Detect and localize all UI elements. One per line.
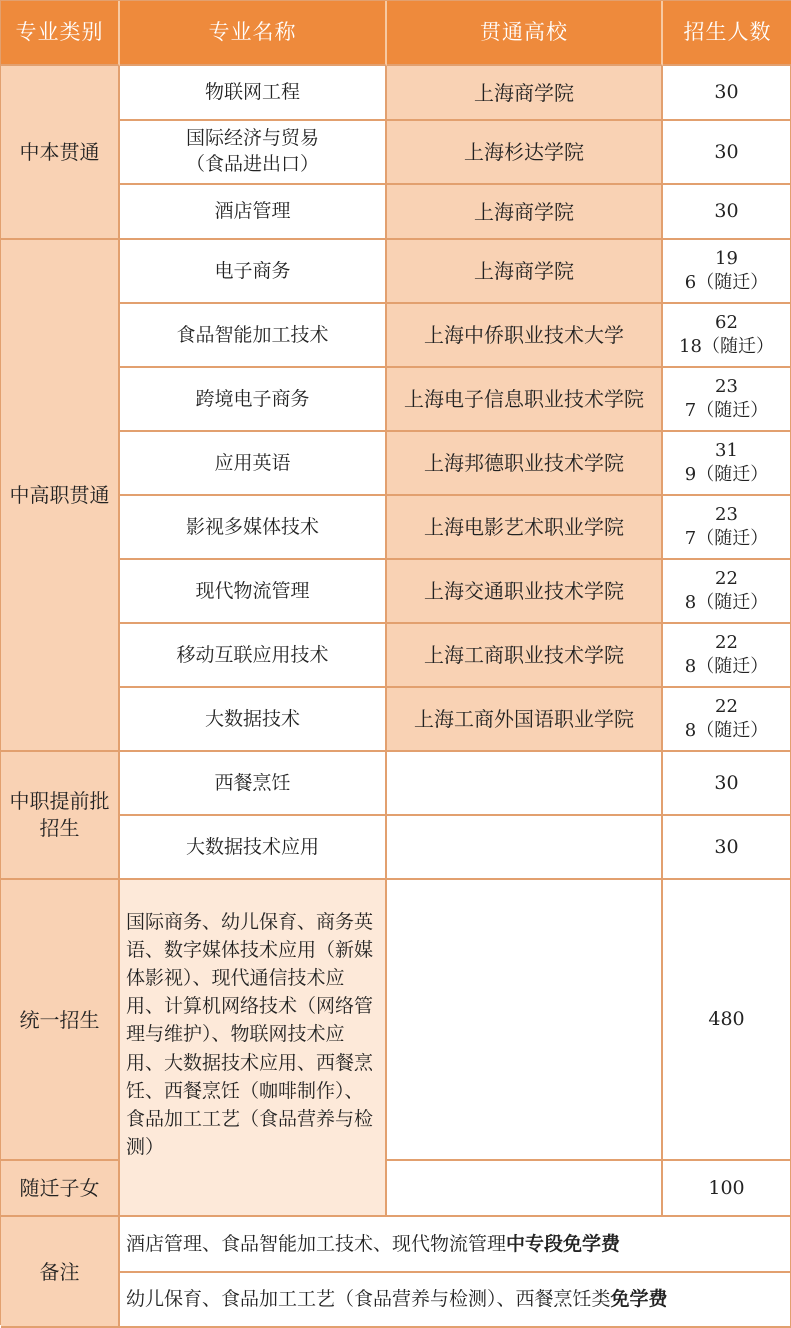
count-cell: 30 <box>663 66 791 121</box>
count-total: 23 <box>715 375 738 397</box>
major-cell: 大数据技术应用 <box>120 816 387 880</box>
major-cell: 酒店管理 <box>120 185 387 240</box>
note-text: 酒店管理、食品智能加工技术、现代物流管理 <box>126 1232 507 1255</box>
school-cell: 上海工商职业技术学院 <box>387 624 663 688</box>
major-cell: 大数据技术 <box>120 688 387 752</box>
count-suiqian: 7（随迁） <box>684 400 769 421</box>
note-emphasis: 中专段免学费 <box>506 1232 621 1255</box>
count-cell: 30 <box>663 121 791 185</box>
category-tongyi: 统一招生 <box>1 880 120 1161</box>
category-line: 招生 <box>39 816 80 840</box>
count-suiqian: 8（随迁） <box>684 656 769 677</box>
major-cell: 应用英语 <box>120 432 387 496</box>
count-cell: 100 <box>663 1161 791 1217</box>
header-major: 专业名称 <box>120 1 387 66</box>
major-cell: 跨境电子商务 <box>120 368 387 432</box>
count-total: 23 <box>715 503 738 525</box>
note-line-2 <box>120 1273 791 1328</box>
category-zhonggao: 中高职贯通 <box>1 240 120 752</box>
school-cell: 上海工商外国语职业学院 <box>387 688 663 752</box>
count-cell: 30 <box>663 185 791 240</box>
school-cell: 上海电子信息职业技术学院 <box>387 368 663 432</box>
school-cell: 上海商学院 <box>387 240 663 304</box>
count-cell <box>663 496 791 560</box>
count-cell <box>663 688 791 752</box>
major-cell: 电子商务 <box>120 240 387 304</box>
school-cell: 上海杉达学院 <box>387 121 663 185</box>
note-line-1 <box>120 1217 791 1273</box>
school-cell: 上海邦德职业技术学院 <box>387 432 663 496</box>
major-line: 国际经济与贸易 <box>185 127 319 150</box>
header-category: 专业类别 <box>1 1 120 66</box>
tongyi-majors: 国际商务、幼儿保育、商务英语、数字媒体技术应用（新媒体影视）、现代通信技术应用、计算机网络技术（网络管理与维护）、物联网技术应用、大数据技术应用、西餐烹饪、西餐烹饪（咖啡制作）、食品加工工艺（食品营养与检测） <box>120 880 387 1217</box>
school-cell: 上海中侨职业技术大学 <box>387 304 663 368</box>
count-suiqian: 7（随迁） <box>684 528 769 549</box>
note-emphasis: 免学费 <box>610 1288 668 1311</box>
major-cell: 影视多媒体技术 <box>120 496 387 560</box>
school-cell: 上海交通职业技术学院 <box>387 560 663 624</box>
count-suiqian: 8（随迁） <box>684 592 769 613</box>
category-line: 中职提前批 <box>9 789 110 813</box>
count-total: 22 <box>715 695 738 717</box>
major-cell: 物联网工程 <box>120 66 387 121</box>
major-cell: 移动互联应用技术 <box>120 624 387 688</box>
count-cell <box>663 624 791 688</box>
count-cell <box>663 432 791 496</box>
school-cell: 上海商学院 <box>387 185 663 240</box>
count-cell <box>663 240 791 304</box>
category-notes: 备注 <box>1 1217 120 1328</box>
note-text: 幼儿保育、食品加工工艺（食品营养与检测）、西餐烹饪类 <box>126 1288 611 1311</box>
count-cell <box>663 304 791 368</box>
count-suiqian: 18（随迁） <box>679 336 774 357</box>
school-cell-empty <box>387 816 663 880</box>
count-suiqian: 8（随迁） <box>684 720 769 741</box>
major-cell <box>120 121 387 185</box>
count-total: 31 <box>715 439 738 461</box>
count-cell: 30 <box>663 816 791 880</box>
count-total: 19 <box>715 247 738 269</box>
major-line: （食品进出口） <box>185 153 319 175</box>
header-count: 招生人数 <box>663 1 791 66</box>
school-cell-empty <box>387 1161 663 1217</box>
count-total: 22 <box>715 567 738 589</box>
count-total: 62 <box>715 311 738 333</box>
count-suiqian: 9（随迁） <box>684 464 769 485</box>
count-cell <box>663 368 791 432</box>
header-school: 贯通高校 <box>387 1 663 66</box>
school-cell: 上海商学院 <box>387 66 663 121</box>
count-suiqian: 6（随迁） <box>684 272 769 293</box>
major-cell: 西餐烹饪 <box>120 752 387 816</box>
count-total: 22 <box>715 631 738 653</box>
count-cell: 30 <box>663 752 791 816</box>
major-cell: 现代物流管理 <box>120 560 387 624</box>
category-suiqian: 随迁子女 <box>1 1161 120 1217</box>
school-cell-empty <box>387 752 663 816</box>
school-cell: 上海电影艺术职业学院 <box>387 496 663 560</box>
category-zhongben: 中本贯通 <box>1 66 120 240</box>
school-cell-empty <box>387 880 663 1161</box>
category-tiqian <box>1 752 120 880</box>
count-cell <box>663 560 791 624</box>
count-cell: 480 <box>663 880 791 1161</box>
major-cell: 食品智能加工技术 <box>120 304 387 368</box>
